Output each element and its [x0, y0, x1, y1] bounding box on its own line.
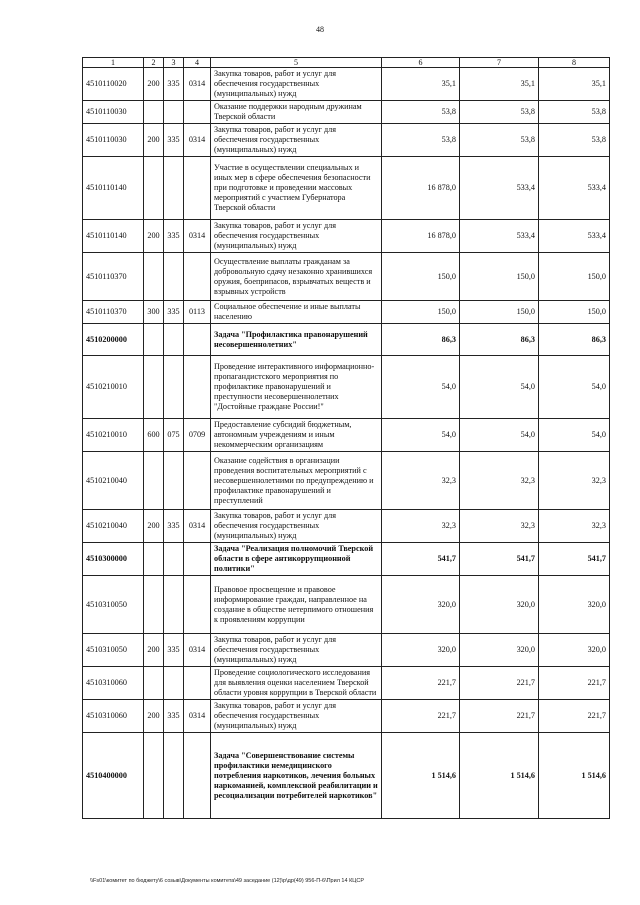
- description-cell: Задача "Профилактика правонарушений несовершеннолетних": [211, 324, 382, 356]
- value-col7-cell: 1 514,6: [460, 733, 539, 819]
- value-col8-cell: 53,8: [539, 101, 610, 124]
- value-col6-cell: 1 514,6: [382, 733, 460, 819]
- table-row: [83, 124, 610, 157]
- description-cell: Оказание поддержки народным дружинам Тверской области: [211, 101, 382, 124]
- description-cell: Закупка товаров, работ и услуг для обеспечения государственных (муниципальных) нужд: [211, 220, 382, 253]
- value-col6-cell: 32,3: [382, 452, 460, 510]
- value-col7-cell: 35,1: [460, 68, 539, 101]
- value-col7-cell: 541,7: [460, 543, 539, 576]
- description-cell: Осуществление выплаты гражданам за добровольную сдачу незаконно хранившихся оружия, боеприпасов, взрывчатых веществ и взрывных устройств: [211, 253, 382, 301]
- description-cell: Предоставление субсидий бюджетным, автономным учреждениям и иным некоммерческим организациям: [211, 419, 382, 452]
- value-col8-cell: 221,7: [539, 700, 610, 733]
- col4-cell: [184, 157, 211, 220]
- col2-cell: 200: [144, 124, 164, 157]
- value-col8-cell: 320,0: [539, 576, 610, 634]
- code-cell: 4510110030: [83, 101, 144, 124]
- description-cell: Социальное обеспечение и иные выплаты населению: [211, 301, 382, 324]
- col2-cell: [144, 543, 164, 576]
- value-col8-cell: 53,8: [539, 124, 610, 157]
- header-cell: 2: [144, 58, 164, 68]
- col2-cell: 200: [144, 510, 164, 543]
- code-cell: 4510210010: [83, 356, 144, 419]
- col3-cell: [164, 576, 184, 634]
- header-cell: 5: [211, 58, 382, 68]
- col4-cell: [184, 253, 211, 301]
- col2-cell: [144, 253, 164, 301]
- value-col6-cell: 221,7: [382, 700, 460, 733]
- description-cell: Закупка товаров, работ и услуг для обеспечения государственных (муниципальных) нужд: [211, 124, 382, 157]
- value-col8-cell: 533,4: [539, 220, 610, 253]
- value-col7-cell: 54,0: [460, 356, 539, 419]
- description-cell: Оказание содействия в организации проведения воспитательных мероприятий с несовершеннолетними по предупреждению и профилактике правонарушений и преступлений: [211, 452, 382, 510]
- page-number: 48: [316, 25, 324, 34]
- value-col7-cell: 221,7: [460, 667, 539, 700]
- description-cell: Закупка товаров, работ и услуг для обеспечения государственных (муниципальных) нужд: [211, 700, 382, 733]
- col4-cell: [184, 543, 211, 576]
- value-col8-cell: 32,3: [539, 452, 610, 510]
- col2-cell: 200: [144, 634, 164, 667]
- col2-cell: 600: [144, 419, 164, 452]
- col3-cell: 335: [164, 700, 184, 733]
- col4-cell: 0314: [184, 68, 211, 101]
- col2-cell: [144, 101, 164, 124]
- col4-cell: [184, 667, 211, 700]
- value-col6-cell: 86,3: [382, 324, 460, 356]
- table-row: [83, 733, 610, 819]
- description-cell: Проведение интерактивного информационно-пропагандистского мероприятия по профилактике правонарушений и преступности несовершеннолетних "Достойные граждане России!": [211, 356, 382, 419]
- col3-cell: 335: [164, 510, 184, 543]
- table-row: [83, 301, 610, 324]
- col3-cell: [164, 324, 184, 356]
- table-row: [83, 324, 610, 356]
- col4-cell: 0314: [184, 220, 211, 253]
- value-col6-cell: 32,3: [382, 510, 460, 543]
- col2-cell: 200: [144, 220, 164, 253]
- value-col7-cell: 150,0: [460, 253, 539, 301]
- col3-cell: [164, 733, 184, 819]
- col3-cell: 335: [164, 220, 184, 253]
- value-col6-cell: 150,0: [382, 253, 460, 301]
- code-cell: 4510110140: [83, 220, 144, 253]
- table-row: [83, 510, 610, 543]
- table-row: [83, 576, 610, 634]
- col4-cell: [184, 576, 211, 634]
- col4-cell: 0113: [184, 301, 211, 324]
- code-cell: 4510110370: [83, 301, 144, 324]
- value-col6-cell: 16 878,0: [382, 220, 460, 253]
- col2-cell: 200: [144, 700, 164, 733]
- col2-cell: [144, 356, 164, 419]
- col3-cell: [164, 543, 184, 576]
- value-col7-cell: 533,4: [460, 220, 539, 253]
- code-cell: 4510400000: [83, 733, 144, 819]
- col4-cell: 0314: [184, 510, 211, 543]
- budget-table: [82, 57, 610, 819]
- value-col8-cell: 1 514,6: [539, 733, 610, 819]
- col2-cell: [144, 452, 164, 510]
- value-col8-cell: 35,1: [539, 68, 610, 101]
- value-col6-cell: 320,0: [382, 576, 460, 634]
- description-cell: Правовое просвещение и правовое информирование граждан, направленное на создание в обществе нетерпимого отношения к проявлениям коррупции: [211, 576, 382, 634]
- col2-cell: [144, 324, 164, 356]
- value-col7-cell: 32,3: [460, 510, 539, 543]
- code-cell: 4510110140: [83, 157, 144, 220]
- code-cell: 4510210040: [83, 452, 144, 510]
- code-cell: 4510310060: [83, 700, 144, 733]
- col2-cell: [144, 576, 164, 634]
- value-col8-cell: 533,4: [539, 157, 610, 220]
- value-col7-cell: 320,0: [460, 576, 539, 634]
- col4-cell: [184, 452, 211, 510]
- col4-cell: 0314: [184, 634, 211, 667]
- col2-cell: 300: [144, 301, 164, 324]
- code-cell: 4510110030: [83, 124, 144, 157]
- value-col6-cell: 54,0: [382, 356, 460, 419]
- value-col7-cell: 150,0: [460, 301, 539, 324]
- header-cell: 3: [164, 58, 184, 68]
- value-col7-cell: 320,0: [460, 634, 539, 667]
- value-col7-cell: 53,8: [460, 124, 539, 157]
- table-row: [83, 101, 610, 124]
- table-row: [83, 543, 610, 576]
- col3-cell: [164, 157, 184, 220]
- value-col8-cell: 150,0: [539, 253, 610, 301]
- table-row: [83, 220, 610, 253]
- description-cell: Задача "Реализация полномочий Тверской области в сфере антикоррупционной политики": [211, 543, 382, 576]
- value-col8-cell: 54,0: [539, 419, 610, 452]
- header-cell: 4: [184, 58, 211, 68]
- value-col6-cell: 53,8: [382, 124, 460, 157]
- value-col6-cell: 35,1: [382, 68, 460, 101]
- value-col6-cell: 320,0: [382, 634, 460, 667]
- col3-cell: [164, 667, 184, 700]
- col3-cell: [164, 253, 184, 301]
- header-cell: 1: [83, 58, 144, 68]
- code-cell: 4510110020: [83, 68, 144, 101]
- col2-cell: 200: [144, 68, 164, 101]
- code-cell: 4510210040: [83, 510, 144, 543]
- table-row: [83, 634, 610, 667]
- code-cell: 4510310050: [83, 634, 144, 667]
- value-col6-cell: 541,7: [382, 543, 460, 576]
- col4-cell: [184, 356, 211, 419]
- col4-cell: 0709: [184, 419, 211, 452]
- value-col6-cell: 16 878,0: [382, 157, 460, 220]
- code-cell: 4510310050: [83, 576, 144, 634]
- table-row: [83, 667, 610, 700]
- code-cell: 4510210010: [83, 419, 144, 452]
- table-row: [83, 452, 610, 510]
- col3-cell: 335: [164, 301, 184, 324]
- col3-cell: 075: [164, 419, 184, 452]
- header-cell: 8: [539, 58, 610, 68]
- code-cell: 4510310060: [83, 667, 144, 700]
- value-col8-cell: 54,0: [539, 356, 610, 419]
- description-cell: Закупка товаров, работ и услуг для обеспечения государственных (муниципальных) нужд: [211, 634, 382, 667]
- col2-cell: [144, 733, 164, 819]
- col4-cell: [184, 324, 211, 356]
- value-col7-cell: 54,0: [460, 419, 539, 452]
- col4-cell: [184, 733, 211, 819]
- code-cell: 4510300000: [83, 543, 144, 576]
- col3-cell: 335: [164, 634, 184, 667]
- col3-cell: [164, 452, 184, 510]
- value-col6-cell: 53,8: [382, 101, 460, 124]
- file-path-footer: \\Fs01\комитет по бюджету\6 созыв\Документы комитета\49 заседание (12)\р\др(49) 956-П-6\Прил 14 КЦСР: [90, 878, 364, 884]
- col4-cell: 0314: [184, 124, 211, 157]
- description-cell: Проведение социологического исследования для выявления оценки населением Тверской области уровня коррупции в Тверской области: [211, 667, 382, 700]
- value-col7-cell: 533,4: [460, 157, 539, 220]
- table-row: [83, 157, 610, 220]
- value-col6-cell: 150,0: [382, 301, 460, 324]
- col2-cell: [144, 667, 164, 700]
- value-col6-cell: 221,7: [382, 667, 460, 700]
- table-row: [83, 356, 610, 419]
- col4-cell: 0314: [184, 700, 211, 733]
- value-col8-cell: 86,3: [539, 324, 610, 356]
- value-col8-cell: 32,3: [539, 510, 610, 543]
- description-cell: Закупка товаров, работ и услуг для обеспечения государственных (муниципальных) нужд: [211, 68, 382, 101]
- value-col7-cell: 221,7: [460, 700, 539, 733]
- value-col8-cell: 541,7: [539, 543, 610, 576]
- table-row: [83, 419, 610, 452]
- table-row: [83, 700, 610, 733]
- table-row: [83, 253, 610, 301]
- code-cell: 4510110370: [83, 253, 144, 301]
- value-col8-cell: 221,7: [539, 667, 610, 700]
- col4-cell: [184, 101, 211, 124]
- description-cell: Задача "Совершенствование системы профилактики немедицинского потребления наркотиков, лечения больных наркоманией, комплексной реабилитации и ресоциализации потребителей наркотиков": [211, 733, 382, 819]
- code-cell: 4510200000: [83, 324, 144, 356]
- value-col7-cell: 53,8: [460, 101, 539, 124]
- header-row: [83, 58, 610, 68]
- description-cell: Участие в осуществлении специальных и иных мер в сфере обеспечения безопасности при подготовке и проведении массовых мероприятий с участием Губернатора Тверской области: [211, 157, 382, 220]
- value-col7-cell: 32,3: [460, 452, 539, 510]
- col3-cell: [164, 356, 184, 419]
- col3-cell: [164, 101, 184, 124]
- col2-cell: [144, 157, 164, 220]
- value-col8-cell: 320,0: [539, 634, 610, 667]
- description-cell: Закупка товаров, работ и услуг для обеспечения государственных (муниципальных) нужд: [211, 510, 382, 543]
- header-cell: 6: [382, 58, 460, 68]
- header-cell: 7: [460, 58, 539, 68]
- col3-cell: 335: [164, 68, 184, 101]
- col3-cell: 335: [164, 124, 184, 157]
- table-row: [83, 68, 610, 101]
- value-col8-cell: 150,0: [539, 301, 610, 324]
- value-col6-cell: 54,0: [382, 419, 460, 452]
- value-col7-cell: 86,3: [460, 324, 539, 356]
